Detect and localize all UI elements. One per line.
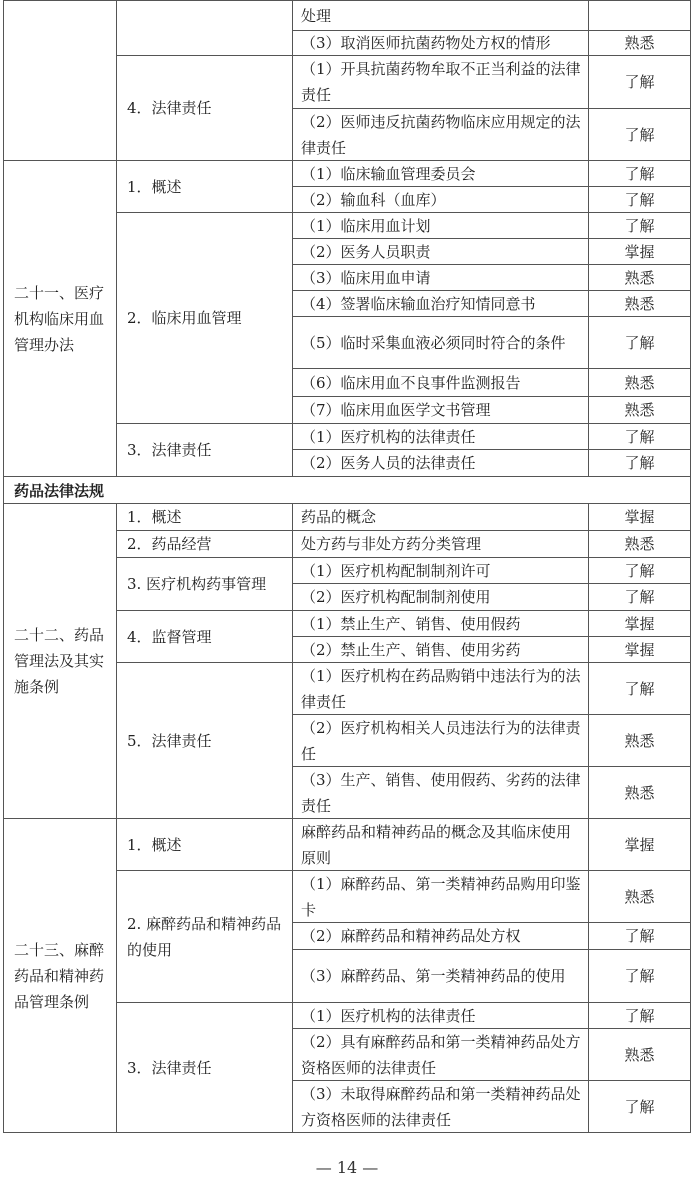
level-cell xyxy=(588,610,691,637)
level-badge: 掌握 xyxy=(624,508,655,526)
section-title: 二十二、药品管理法及其实施条例 xyxy=(14,626,105,696)
level-cell xyxy=(588,264,691,291)
level-badge: 熟悉 xyxy=(624,1045,655,1064)
level-cell xyxy=(588,160,691,187)
level-badge: 了解 xyxy=(624,454,655,472)
unit-title: 1．概述 xyxy=(127,835,182,854)
unit-title-cell xyxy=(116,870,293,1003)
level-badge: 熟悉 xyxy=(624,731,655,750)
section-title: 二十一、医疗机构临床用血管理办法 xyxy=(14,283,105,354)
content-text: 处理 xyxy=(301,6,332,25)
content-text: 药品的概念 xyxy=(301,508,377,526)
content-text: （5）临时采集血液必须同时符合的条件 xyxy=(301,333,566,352)
content-cell xyxy=(292,636,589,663)
content-text: （1）临床输血管理委员会 xyxy=(301,164,476,183)
content-text: （3）临床用血申请 xyxy=(301,268,431,287)
level-badge: 掌握 xyxy=(624,242,655,261)
content-text: （1）禁止生产、销售、使用假药 xyxy=(301,614,521,633)
content-cell xyxy=(292,714,589,767)
content-cell xyxy=(292,316,589,369)
content-cell xyxy=(292,186,589,213)
level-cell xyxy=(588,212,691,239)
unit-title-cell xyxy=(116,423,293,477)
content-text: （2）具有麻醉药品和第一类精神药品处方资格医师的法律责任 xyxy=(301,1032,581,1077)
content-text: （1）医疗机构在药品购销中违法行为的法律责任 xyxy=(301,666,581,711)
level-badge: 了解 xyxy=(624,216,655,235)
content-cell xyxy=(292,160,589,187)
level-badge: 掌握 xyxy=(624,835,655,854)
content-cell xyxy=(292,0,589,31)
content-text: （6）临床用血不良事件监测报告 xyxy=(301,373,521,392)
unit-title-cell xyxy=(116,662,293,819)
level-badge: 熟悉 xyxy=(624,294,655,313)
level-cell xyxy=(588,922,691,950)
unit-title: 3．法律责任 xyxy=(127,1058,212,1077)
level-cell xyxy=(588,186,691,213)
level-badge: 了解 xyxy=(624,427,655,446)
level-cell xyxy=(588,503,691,531)
content-text: （2）输血科（血库） xyxy=(301,190,446,209)
content-text: （3）生产、销售、使用假药、劣药的法律责任 xyxy=(301,770,581,815)
level-badge: 掌握 xyxy=(624,614,655,633)
content-cell xyxy=(292,108,589,161)
level-badge: 熟悉 xyxy=(624,268,655,287)
content-cell xyxy=(292,290,589,317)
content-text: （1）医疗机构的法律责任 xyxy=(301,1006,476,1025)
content-text: （1）医疗机构的法律责任 xyxy=(301,427,476,446)
level-badge: 了解 xyxy=(624,927,655,945)
content-text: （1）麻醉药品、第一类精神药品购用印鉴卡 xyxy=(301,874,581,919)
level-badge: 了解 xyxy=(624,190,655,209)
content-cell xyxy=(292,583,589,611)
level-cell xyxy=(588,396,691,424)
unit-title-cell xyxy=(116,1002,293,1133)
level-badge: 了解 xyxy=(624,73,655,91)
level-cell xyxy=(588,0,691,31)
unit-title: 1．概述 xyxy=(127,177,182,196)
section-title: 二十三、麻醉药品和精神药品管理条例 xyxy=(14,940,105,1011)
unit-title: 2. 麻醉药品和精神药品的使用 xyxy=(127,914,282,959)
level-cell xyxy=(588,583,691,611)
content-text: （1）临床用血计划 xyxy=(301,216,431,235)
category-header xyxy=(3,476,691,504)
level-badge: 熟悉 xyxy=(624,401,655,419)
level-cell xyxy=(588,766,691,819)
category-title: 药品法律法规 xyxy=(14,481,105,500)
content-text: （2）麻醉药品和精神药品处方权 xyxy=(301,927,521,945)
content-cell xyxy=(292,449,589,477)
level-cell xyxy=(588,316,691,369)
level-cell xyxy=(588,423,691,450)
level-badge: 了解 xyxy=(624,679,655,698)
level-badge: 熟悉 xyxy=(624,783,655,802)
content-cell xyxy=(292,55,589,109)
content-text: （2）禁止生产、销售、使用劣药 xyxy=(301,640,521,659)
level-cell xyxy=(588,238,691,265)
unit-title-cell xyxy=(116,818,293,871)
level-cell xyxy=(588,530,691,558)
content-cell xyxy=(292,368,589,397)
content-cell xyxy=(292,264,589,291)
level-badge: 了解 xyxy=(624,967,655,985)
level-badge: 熟悉 xyxy=(624,887,655,906)
level-badge: 熟悉 xyxy=(624,34,655,52)
content-cell xyxy=(292,1080,589,1133)
level-badge: 了解 xyxy=(624,1006,655,1025)
level-badge: 了解 xyxy=(624,125,655,144)
content-cell xyxy=(292,922,589,950)
content-cell xyxy=(292,662,589,715)
level-cell xyxy=(588,662,691,715)
content-cell xyxy=(292,396,589,424)
content-text: （2）医疗机构相关人员违法行为的法律责任 xyxy=(301,718,581,763)
content-cell xyxy=(292,1028,589,1081)
content-cell xyxy=(292,949,589,1003)
unit-title: 4．法律责任 xyxy=(127,99,212,117)
unit-title-cell xyxy=(116,0,293,56)
content-cell xyxy=(292,423,589,450)
level-badge: 了解 xyxy=(624,333,655,352)
unit-title: 3. 医疗机构药事管理 xyxy=(127,575,267,593)
level-cell xyxy=(588,818,691,871)
content-cell xyxy=(292,766,589,819)
content-cell xyxy=(292,30,589,56)
page-number: — 14 — xyxy=(315,1158,379,1177)
level-badge: 了解 xyxy=(624,1097,655,1116)
level-cell xyxy=(588,55,691,109)
unit-title-cell xyxy=(116,530,293,558)
unit-title-cell xyxy=(116,557,293,611)
unit-title: 5．法律责任 xyxy=(127,731,212,750)
level-cell xyxy=(588,449,691,477)
level-cell xyxy=(588,557,691,584)
level-badge: 熟悉 xyxy=(624,535,655,553)
content-cell xyxy=(292,212,589,239)
level-cell xyxy=(588,290,691,317)
unit-title: 2．药品经营 xyxy=(127,535,212,553)
level-cell xyxy=(588,30,691,56)
level-cell xyxy=(588,870,691,923)
content-cell xyxy=(292,870,589,923)
content-text: （3）麻醉药品、第一类精神药品的使用 xyxy=(301,967,566,985)
content-cell xyxy=(292,503,589,531)
unit-title: 4．监督管理 xyxy=(127,627,212,646)
section-title-cell xyxy=(3,160,117,477)
unit-title-cell xyxy=(116,503,293,531)
content-cell xyxy=(292,818,589,871)
unit-title: 2．临床用血管理 xyxy=(127,309,242,327)
content-cell xyxy=(292,530,589,558)
content-text: （3）取消医师抗菌药物处方权的情形 xyxy=(301,34,551,52)
level-cell xyxy=(588,108,691,161)
level-badge: 了解 xyxy=(624,164,655,183)
level-cell xyxy=(588,949,691,1003)
content-text: （2）医疗机构配制制剂使用 xyxy=(301,588,491,606)
section-title-cell xyxy=(3,503,117,819)
unit-title-cell xyxy=(116,610,293,663)
level-cell xyxy=(588,1028,691,1081)
content-text: 处方药与非处方药分类管理 xyxy=(301,535,482,553)
unit-title: 3．法律责任 xyxy=(127,441,212,459)
section-title-cell xyxy=(3,0,117,161)
content-cell xyxy=(292,1002,589,1029)
unit-title-cell xyxy=(116,160,293,213)
content-cell xyxy=(292,238,589,265)
level-cell xyxy=(588,636,691,663)
content-text: （2）医师违反抗菌药物临床应用规定的法律责任 xyxy=(301,112,581,157)
content-cell xyxy=(292,557,589,584)
level-badge: 掌握 xyxy=(624,640,655,659)
content-text: （1）开具抗菌药物牟取不正当利益的法律责任 xyxy=(301,60,581,104)
content-text: （4）签署临床输血治疗知情同意书 xyxy=(301,294,536,313)
content-text: （1）医疗机构配制制剂许可 xyxy=(301,561,491,580)
unit-title-cell xyxy=(116,55,293,161)
unit-title-cell xyxy=(116,212,293,424)
unit-title: 1．概述 xyxy=(127,508,182,526)
content-cell xyxy=(292,610,589,637)
level-badge: 了解 xyxy=(624,561,655,580)
level-cell xyxy=(588,714,691,767)
content-text: 麻醉药品和精神药品的概念及其临床使用原则 xyxy=(301,822,572,867)
level-cell xyxy=(588,1080,691,1133)
content-text: （7）临床用血医学文书管理 xyxy=(301,401,491,419)
level-cell xyxy=(588,1002,691,1029)
section-title-cell xyxy=(3,818,117,1133)
content-text: （3）未取得麻醉药品和第一类精神药品处方资格医师的法律责任 xyxy=(301,1084,581,1129)
content-text: （2）医务人员职责 xyxy=(301,242,431,261)
level-cell xyxy=(588,368,691,397)
content-text: （2）医务人员的法律责任 xyxy=(301,454,476,472)
level-badge: 熟悉 xyxy=(624,373,655,392)
level-badge: 了解 xyxy=(624,588,655,606)
